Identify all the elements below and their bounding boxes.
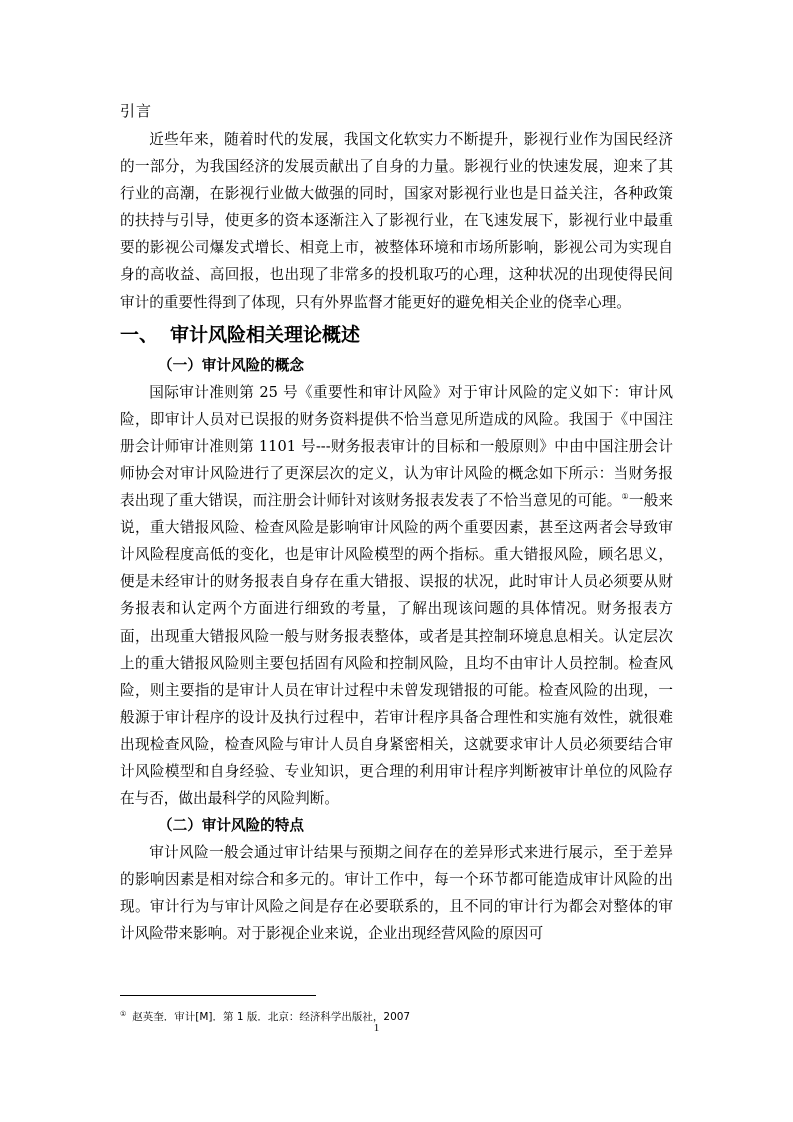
footnote-text: 赵英奎．审计[M]．第 1 版．北京：经济科学出版社，2007 (132, 1011, 411, 1023)
section-heading (120, 320, 673, 350)
page-content (120, 100, 673, 948)
footnote-divider (120, 995, 316, 996)
page-number: 1 (373, 1022, 380, 1034)
subsection-1-paragraph (120, 379, 673, 813)
intro-heading: 引言 (120, 102, 153, 120)
section-title: 审计风险相关理论概述 (170, 323, 361, 346)
subsection-2-paragraph: 审计风险一般会通过审计结果与预期之间存在的差异形式来进行展示，至于差异的影响因素是相对综合和多元的。审计工作中，每一个环节都可能造成审计风险的出现。审计行为与审计风险之间是存在必要联系的，且不同的审计行为都会对整体的审计风险带来影响。对于影视企业来说，企业出现经营风险的原因可 (120, 844, 673, 943)
footnote-reference[interactable]: ① (621, 492, 629, 502)
paragraph-part-b: 一般来说，重大错报风险、检查风险是影响审计风险的两个重要因素，甚至这两者会导致审计风险程度高低的变化，也是审计风险模型的两个指标。重大错报风险，顾名思义，便是未经审计的财务报表自身存在重大错报、误报的状况，此时审计人员必须要从财务报表和认定两个方面进行细致的考量，了解出现该问题的具体情况。财务报表方面，出现重大错报风险一般与财务报表整体，或者是其控制环境息息相关。认定层次上的重大错报风险则主要包括固有风险和控制风险，且均不由审计人员控制。检查风险，则主要指的是审计人员在审计过程中未曾发现错报的可能。检查风险的出现，一般源于审计程序的设计及执行过程中，若审计程序具备合理性和实施有效性，就很难出现检查风险，检查风险与审计人员自身紧密相关，这就要求审计人员必须要结合审计风险模型和自身经验、专业知识，更合理的利用审计程序判断被审计单位的风险存在与否，做出最科学的风险判断。 (120, 492, 673, 808)
subsection-heading-2: （二）审计风险的特点 (158, 817, 304, 835)
paragraph-part-a: 国际审计准则第 25 号《重要性和审计风险》对于审计风险的定义如下：审计风险，即审计人员对已误报的财务资料提供不恰当意见所造成的风险。我国于《中国注册会计师审计准则第 1101 号---财务报表审计的目标和一般原则》中由中国注册会计师协会对审计风险进行了更深层次的定义，认为审计风险的概念如下所示：当财务报表出现了重大错误，而注册会计师针对该财务报表发表了不恰当意见的可能。 (120, 383, 673, 510)
subsection-heading-1: （一）审计风险的概念 (158, 356, 304, 374)
footnote-mark: ① (120, 1010, 127, 1018)
section-number: 一、 (120, 323, 159, 346)
intro-paragraph: 近些年来，随着时代的发展，我国文化软实力不断提升，影视行业作为国民经济的一部分，为我国经济的发展贡献出了自身的力量。影视行业的快速发展，迎来了其行业的高潮，在影视行业做大做强的同时，国家对影视行业也是日益关注，各种政策的扶持与引导，使更多的资本逐渐注入了影视行业，在飞速发展下，影视行业中最重要的影视公司爆发式增长、相竟上市，被整体环境和市场所影响，影视公司为实现自身的高收益、高回报，也出现了非常多的投机取巧的心理，这种状况的出现使得民间审计的重要性得到了体现，只有外界监督才能更好的避免相关企业的侥幸心理。 (120, 131, 673, 311)
